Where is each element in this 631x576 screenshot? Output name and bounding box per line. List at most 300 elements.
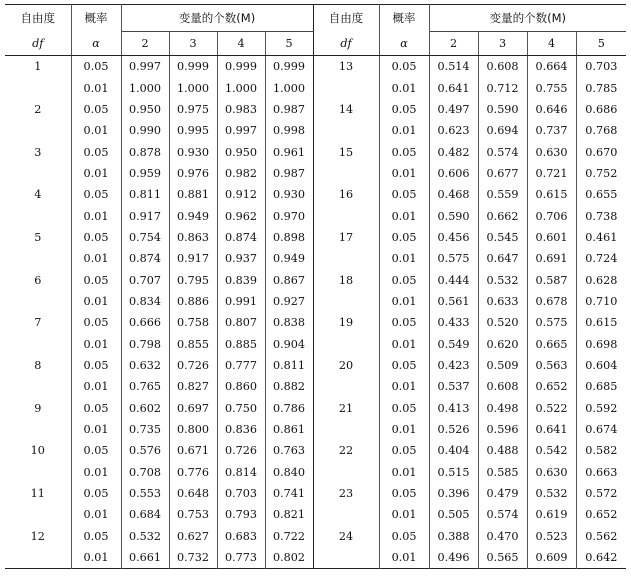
value-cell-right: 0.620: [478, 333, 527, 354]
value-cell: 0.881: [169, 184, 217, 205]
value-cell-right: 0.523: [527, 526, 576, 547]
value-cell-right: 0.562: [585, 529, 618, 543]
table-body: [5, 56, 626, 569]
header-df-label-right: 自由度: [313, 5, 379, 32]
value-cell-right: 0.549: [429, 333, 478, 354]
alpha-cell-right: 0.05: [379, 141, 429, 162]
table-row: [5, 504, 626, 525]
alpha-cell-right: 0.05: [379, 398, 429, 419]
value-cell: 0.814: [217, 462, 265, 483]
value-cell-right: 0.482: [429, 141, 478, 162]
value-cell: 0.987: [273, 166, 306, 180]
value-cell-right: 0.592: [585, 401, 618, 415]
df-cell: 7: [5, 312, 71, 333]
value-cell: 0.930: [273, 188, 306, 202]
alpha-cell: 0.01: [71, 248, 121, 269]
value-cell: 0.949: [273, 252, 306, 266]
value-cell-right: 0.532: [478, 269, 527, 290]
value-cell: 0.904: [273, 337, 306, 351]
value-cell: 0.666: [121, 312, 169, 333]
value-cell-right: 0.664: [527, 56, 576, 78]
value-cell-right: 0.737: [527, 120, 576, 141]
header-m-5-right: 5: [576, 32, 626, 56]
df-cell: [5, 504, 71, 525]
value-cell-right: 0.498: [478, 398, 527, 419]
value-cell-right: 0.604: [585, 358, 618, 372]
value-cell-right: 0.685: [585, 380, 618, 394]
value-cell-right: 0.596: [478, 419, 527, 440]
alpha-cell-right: 0.05: [379, 56, 429, 78]
table-row: [5, 99, 626, 120]
value-cell: 0.602: [121, 398, 169, 419]
value-cell-right: 0.590: [429, 205, 478, 226]
df-cell-right: 17: [313, 227, 379, 248]
value-cell: 0.648: [169, 483, 217, 504]
value-cell-right: 0.768: [585, 124, 618, 138]
value-cell-right: 0.423: [429, 355, 478, 376]
value-cell-right: 0.655: [585, 188, 618, 202]
alpha-cell-right: 0.05: [379, 184, 429, 205]
alpha-cell: 0.05: [71, 141, 121, 162]
value-cell: 0.874: [121, 248, 169, 269]
alpha-cell-right: 0.01: [379, 462, 429, 483]
df-cell: [5, 547, 71, 569]
value-cell: 1.000: [121, 77, 169, 98]
value-cell-right: 0.703: [585, 60, 618, 74]
value-cell: 0.773: [217, 547, 265, 569]
alpha-cell: 0.05: [71, 526, 121, 547]
df-cell: 3: [5, 141, 71, 162]
header-m-2: 2: [121, 32, 169, 56]
value-cell: 0.885: [217, 333, 265, 354]
df-cell-right: [313, 163, 379, 184]
value-cell: 0.777: [217, 355, 265, 376]
value-cell-right: 0.641: [429, 77, 478, 98]
value-cell: 0.708: [121, 462, 169, 483]
value-cell: 0.532: [121, 526, 169, 547]
value-cell-right: 0.665: [527, 333, 576, 354]
value-cell-right: 0.468: [429, 184, 478, 205]
value-cell-right: 0.404: [429, 440, 478, 461]
value-cell: 0.741: [273, 487, 306, 501]
value-cell: 0.930: [169, 141, 217, 162]
table-row: [5, 269, 626, 290]
value-cell-right: 0.514: [429, 56, 478, 78]
header-prob-label: 概率: [71, 5, 121, 32]
df-cell-right: 15: [313, 141, 379, 162]
df-cell: [5, 77, 71, 98]
df-cell-right: [313, 77, 379, 98]
header-df-symbol-right: df: [313, 32, 379, 56]
value-cell: 0.726: [217, 440, 265, 461]
value-cell: 0.983: [217, 99, 265, 120]
value-cell-right: 0.712: [478, 77, 527, 98]
alpha-cell: 0.05: [71, 398, 121, 419]
table-row: [5, 440, 626, 461]
value-cell-right: 0.785: [585, 81, 618, 95]
df-cell: [5, 419, 71, 440]
value-cell: 0.750: [217, 398, 265, 419]
value-cell-right: 0.647: [478, 248, 527, 269]
value-cell-right: 0.574: [478, 504, 527, 525]
alpha-cell-right: 0.01: [379, 333, 429, 354]
value-cell: 0.821: [273, 508, 306, 522]
alpha-cell: 0.05: [71, 99, 121, 120]
value-cell: 0.912: [217, 184, 265, 205]
value-cell: 0.661: [121, 547, 169, 569]
value-cell: 0.950: [121, 99, 169, 120]
alpha-cell: 0.01: [71, 120, 121, 141]
value-cell: 0.683: [217, 526, 265, 547]
value-cell: 0.811: [273, 358, 306, 372]
header-m-3: 3: [169, 32, 217, 56]
value-cell: 0.735: [121, 419, 169, 440]
alpha-cell-right: 0.01: [379, 205, 429, 226]
value-cell-right: 0.461: [585, 230, 618, 244]
value-cell-right: 0.526: [429, 419, 478, 440]
value-cell-right: 0.608: [478, 56, 527, 78]
alpha-cell: 0.05: [71, 269, 121, 290]
value-cell-right: 0.615: [585, 316, 618, 330]
value-cell-right: 0.545: [478, 227, 527, 248]
alpha-cell: 0.01: [71, 419, 121, 440]
df-cell-right: 18: [313, 269, 379, 290]
df-cell-right: 20: [313, 355, 379, 376]
table-row: [5, 291, 626, 312]
value-cell: 0.836: [217, 419, 265, 440]
alpha-cell: 0.05: [71, 227, 121, 248]
df-cell-right: [313, 462, 379, 483]
df-cell-right: 14: [313, 99, 379, 120]
table-row: [5, 227, 626, 248]
alpha-cell: 0.05: [71, 312, 121, 333]
value-cell-right: 0.706: [527, 205, 576, 226]
value-cell: 0.753: [169, 504, 217, 525]
value-cell-right: 0.563: [527, 355, 576, 376]
alpha-cell-right: 0.01: [379, 163, 429, 184]
alpha-cell: 0.01: [71, 376, 121, 397]
value-cell-right: 0.698: [585, 337, 618, 351]
table-row: [5, 312, 626, 333]
value-cell: 0.722: [273, 529, 306, 543]
df-cell-right: [313, 547, 379, 569]
header-prob-symbol: α: [71, 32, 121, 56]
value-cell-right: 0.505: [429, 504, 478, 525]
alpha-cell-right: 0.05: [379, 312, 429, 333]
value-cell: 0.765: [121, 376, 169, 397]
value-cell: 0.975: [169, 99, 217, 120]
df-cell-right: [313, 120, 379, 141]
df-cell-right: [313, 333, 379, 354]
df-cell: [5, 333, 71, 354]
df-cell-right: [313, 419, 379, 440]
value-cell: 0.999: [217, 56, 265, 78]
header-df-symbol: df: [5, 32, 71, 56]
value-cell: 0.982: [217, 163, 265, 184]
value-cell-right: 0.674: [585, 423, 618, 437]
table-row: [5, 398, 626, 419]
alpha-cell: 0.01: [71, 163, 121, 184]
value-cell-right: 0.559: [478, 184, 527, 205]
value-cell: 0.802: [273, 551, 306, 565]
table-row: [5, 205, 626, 226]
header-df-label: 自由度: [5, 5, 71, 32]
df-cell-right: 19: [313, 312, 379, 333]
value-cell: 0.991: [217, 291, 265, 312]
alpha-cell-right: 0.05: [379, 483, 429, 504]
value-cell-right: 0.721: [527, 163, 576, 184]
value-cell: 0.627: [169, 526, 217, 547]
value-cell-right: 0.456: [429, 227, 478, 248]
value-cell: 0.811: [121, 184, 169, 205]
table-row: [5, 141, 626, 162]
df-cell: [5, 163, 71, 184]
alpha-cell: 0.01: [71, 333, 121, 354]
value-cell: 0.839: [217, 269, 265, 290]
value-cell-right: 0.608: [478, 376, 527, 397]
value-cell: 0.995: [169, 120, 217, 141]
value-cell-right: 0.630: [527, 141, 576, 162]
value-cell-right: 0.582: [585, 444, 618, 458]
alpha-cell: 0.01: [71, 547, 121, 569]
header-prob-label-right: 概率: [379, 5, 429, 32]
alpha-cell-right: 0.01: [379, 248, 429, 269]
value-cell-right: 0.691: [527, 248, 576, 269]
value-cell-right: 0.433: [429, 312, 478, 333]
value-cell: 0.707: [121, 269, 169, 290]
value-cell: 0.999: [273, 60, 306, 74]
alpha-cell: 0.01: [71, 504, 121, 525]
df-cell: [5, 376, 71, 397]
value-cell-right: 0.670: [585, 145, 618, 159]
value-cell-right: 0.479: [478, 483, 527, 504]
df-cell-right: [313, 291, 379, 312]
alpha-cell-right: 0.05: [379, 355, 429, 376]
value-cell-right: 0.561: [429, 291, 478, 312]
alpha-cell-right: 0.05: [379, 99, 429, 120]
value-cell-right: 0.633: [478, 291, 527, 312]
df-cell-right: [313, 504, 379, 525]
value-cell-right: 0.663: [585, 465, 618, 479]
value-cell-right: 0.724: [585, 252, 618, 266]
value-cell: 1.000: [169, 77, 217, 98]
alpha-cell-right: 0.01: [379, 547, 429, 569]
alpha-cell-right: 0.05: [379, 227, 429, 248]
df-cell-right: 21: [313, 398, 379, 419]
value-cell-right: 0.532: [527, 483, 576, 504]
table-row: [5, 120, 626, 141]
alpha-cell-right: 0.01: [379, 376, 429, 397]
value-cell-right: 0.601: [527, 227, 576, 248]
df-cell-right: [313, 376, 379, 397]
value-cell-right: 0.413: [429, 398, 478, 419]
value-cell: 0.970: [273, 209, 306, 223]
value-cell: 0.976: [169, 163, 217, 184]
alpha-cell: 0.05: [71, 56, 121, 78]
value-cell: 0.786: [273, 401, 306, 415]
value-cell: 0.732: [169, 547, 217, 569]
value-cell-right: 0.619: [527, 504, 576, 525]
value-cell: 0.962: [217, 205, 265, 226]
value-cell: 0.632: [121, 355, 169, 376]
table-row: [5, 483, 626, 504]
value-cell-right: 0.572: [585, 487, 618, 501]
value-cell: 0.937: [217, 248, 265, 269]
table-row: [5, 77, 626, 98]
table-row: [5, 419, 626, 440]
value-cell-right: 0.574: [478, 141, 527, 162]
table-row: [5, 462, 626, 483]
table-header: [5, 5, 626, 56]
table-row: [5, 526, 626, 547]
value-cell-right: 0.652: [527, 376, 576, 397]
table-row: [5, 163, 626, 184]
df-cell: [5, 120, 71, 141]
value-cell: 0.576: [121, 440, 169, 461]
value-cell-right: 0.509: [478, 355, 527, 376]
alpha-cell: 0.05: [71, 355, 121, 376]
value-cell-right: 0.515: [429, 462, 478, 483]
value-cell-right: 0.470: [478, 526, 527, 547]
alpha-cell-right: 0.05: [379, 440, 429, 461]
df-cell-right: 16: [313, 184, 379, 205]
df-cell: [5, 205, 71, 226]
alpha-cell: 0.01: [71, 205, 121, 226]
df-cell: [5, 462, 71, 483]
value-cell-right: 0.642: [585, 551, 618, 565]
value-cell-right: 0.738: [585, 209, 618, 223]
value-cell: 0.726: [169, 355, 217, 376]
value-cell: 0.703: [217, 483, 265, 504]
alpha-cell: 0.01: [71, 77, 121, 98]
df-cell: [5, 248, 71, 269]
value-cell: 0.795: [169, 269, 217, 290]
df-cell-right: 24: [313, 526, 379, 547]
value-cell-right: 0.522: [527, 398, 576, 419]
table-row: [5, 547, 626, 569]
value-cell-right: 0.575: [527, 312, 576, 333]
value-cell-right: 0.396: [429, 483, 478, 504]
value-cell: 0.671: [169, 440, 217, 461]
table-row: [5, 355, 626, 376]
value-cell: 0.959: [121, 163, 169, 184]
value-cell-right: 0.623: [429, 120, 478, 141]
value-cell-right: 0.590: [478, 99, 527, 120]
alpha-cell: 0.05: [71, 440, 121, 461]
alpha-cell: 0.01: [71, 462, 121, 483]
table-row: [5, 248, 626, 269]
df-cell: 1: [5, 56, 71, 78]
value-cell-right: 0.537: [429, 376, 478, 397]
value-cell: 0.860: [217, 376, 265, 397]
header-prob-symbol-right: α: [379, 32, 429, 56]
alpha-cell: 0.01: [71, 291, 121, 312]
value-cell: 0.807: [217, 312, 265, 333]
value-cell-right: 0.710: [585, 294, 618, 308]
value-cell-right: 0.587: [527, 269, 576, 290]
alpha-cell-right: 0.01: [379, 419, 429, 440]
value-cell-right: 0.677: [478, 163, 527, 184]
alpha-cell-right: 0.05: [379, 269, 429, 290]
value-cell-right: 0.615: [527, 184, 576, 205]
value-cell-right: 0.641: [527, 419, 576, 440]
value-cell: 1.000: [273, 81, 306, 95]
value-cell: 0.855: [169, 333, 217, 354]
value-cell: 0.861: [273, 423, 306, 437]
df-cell: [5, 291, 71, 312]
value-cell-right: 0.497: [429, 99, 478, 120]
value-cell-right: 0.628: [585, 273, 618, 287]
header-m-4-right: 4: [527, 32, 576, 56]
value-cell-right: 0.496: [429, 547, 478, 569]
df-cell-right: 23: [313, 483, 379, 504]
value-cell-right: 0.488: [478, 440, 527, 461]
value-cell-right: 0.678: [527, 291, 576, 312]
value-cell-right: 0.755: [527, 77, 576, 98]
value-cell-right: 0.609: [527, 547, 576, 569]
table-row: [5, 333, 626, 354]
value-cell-right: 0.565: [478, 547, 527, 569]
value-cell: 0.776: [169, 462, 217, 483]
table-row: [5, 376, 626, 397]
value-cell: 0.917: [169, 248, 217, 269]
header-m-4: 4: [217, 32, 265, 56]
value-cell: 0.754: [121, 227, 169, 248]
value-cell: 0.697: [169, 398, 217, 419]
value-cell: 0.886: [169, 291, 217, 312]
value-cell: 0.763: [273, 444, 306, 458]
value-cell: 0.758: [169, 312, 217, 333]
value-cell-right: 0.520: [478, 312, 527, 333]
df-cell-right: 22: [313, 440, 379, 461]
header-m-2-right: 2: [429, 32, 478, 56]
value-cell: 0.997: [121, 56, 169, 78]
value-cell-right: 0.652: [585, 508, 618, 522]
value-cell-right: 0.606: [429, 163, 478, 184]
value-cell: 0.553: [121, 483, 169, 504]
value-cell: 0.987: [273, 102, 306, 116]
header-m-label: 变量的个数(M): [121, 5, 313, 32]
table-row: [5, 184, 626, 205]
df-cell: 6: [5, 269, 71, 290]
value-cell: 0.917: [121, 205, 169, 226]
value-cell: 0.840: [273, 465, 306, 479]
value-cell: 0.874: [217, 227, 265, 248]
df-cell: 12: [5, 526, 71, 547]
value-cell-right: 0.630: [527, 462, 576, 483]
df-cell: 4: [5, 184, 71, 205]
value-cell: 0.927: [273, 294, 306, 308]
df-cell-right: [313, 248, 379, 269]
value-cell: 0.961: [273, 145, 306, 159]
value-cell: 0.997: [217, 120, 265, 141]
value-cell-right: 0.542: [527, 440, 576, 461]
df-cell: 5: [5, 227, 71, 248]
alpha-cell-right: 0.01: [379, 77, 429, 98]
df-cell: 8: [5, 355, 71, 376]
value-cell: 0.684: [121, 504, 169, 525]
value-cell: 0.950: [217, 141, 265, 162]
alpha-cell-right: 0.01: [379, 120, 429, 141]
alpha-cell: 0.05: [71, 184, 121, 205]
value-cell-right: 0.752: [585, 166, 618, 180]
df-cell: 11: [5, 483, 71, 504]
value-cell-right: 0.444: [429, 269, 478, 290]
value-cell: 0.798: [121, 333, 169, 354]
value-cell: 0.827: [169, 376, 217, 397]
alpha-cell-right: 0.01: [379, 291, 429, 312]
header-m-label-right: 变量的个数(M): [429, 5, 626, 32]
